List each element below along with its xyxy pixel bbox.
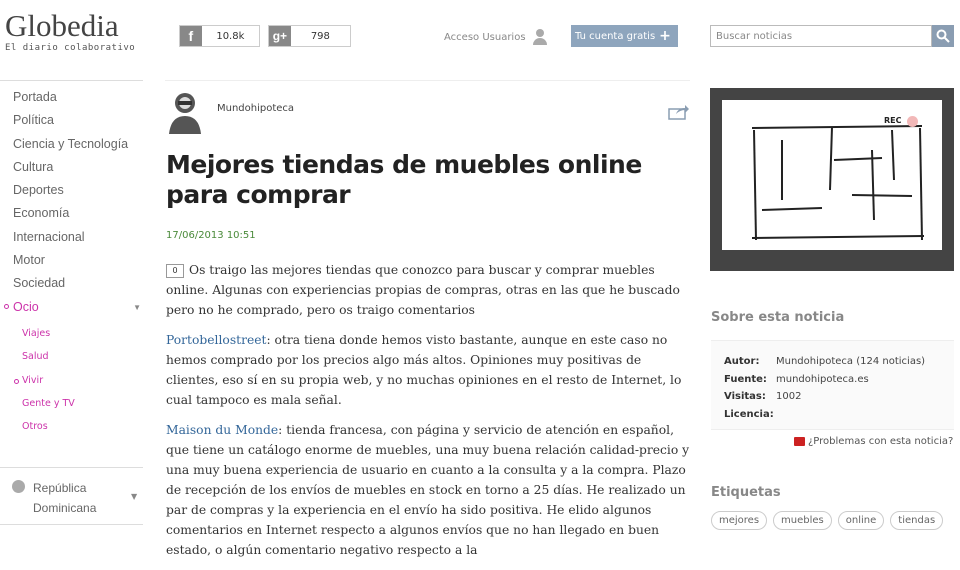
comment-count-badge[interactable]: 0 bbox=[166, 264, 184, 278]
sidebar-item-ocio-label: Ocio bbox=[13, 299, 39, 314]
chevron-down-icon: ▼ bbox=[133, 302, 141, 312]
sidebar-item-motor[interactable]: Motor bbox=[13, 253, 45, 268]
info-key: Licencia: bbox=[724, 409, 774, 421]
sidebar-nav bbox=[0, 80, 143, 439]
active-dot-icon bbox=[14, 379, 19, 384]
article-paragraph bbox=[166, 420, 691, 560]
sidebar-item-politica[interactable]: Política bbox=[13, 113, 54, 128]
article-paragraph bbox=[166, 260, 691, 320]
sidebar-item-economia[interactable]: Economía bbox=[13, 206, 70, 221]
article-body bbox=[166, 260, 691, 570]
article-date: 17/06/2013 10:51 bbox=[166, 230, 256, 241]
acceso-label: Acceso Usuarios bbox=[444, 31, 526, 43]
rec-label: REC bbox=[884, 116, 902, 125]
sidebar-item-internacional[interactable]: Internacional bbox=[13, 229, 85, 244]
acceso-usuarios-link[interactable] bbox=[444, 29, 548, 45]
facebook-icon: f bbox=[180, 26, 202, 46]
tag-online[interactable]: online bbox=[838, 511, 885, 530]
warning-icon bbox=[794, 437, 805, 446]
search-input[interactable] bbox=[710, 25, 932, 47]
sidebar-subitem-gente[interactable]: Gente y TV bbox=[22, 397, 75, 409]
paragraph-text: : otra tiena donde hemos visto bastante, aunque en este caso no hemos comprado por los precios algo más altos. Opiniones muy positivas de clientes, eso sí en su propia web, y no muchas opiniones en el resto de Internet, lo cual tampoco es mala señal. bbox=[166, 333, 682, 407]
info-value[interactable]: mundohipoteca.es bbox=[776, 373, 869, 385]
gplus-count: 798 bbox=[310, 30, 330, 42]
info-key: Fuente: bbox=[724, 373, 767, 385]
sidebar-item-ocio[interactable] bbox=[0, 296, 143, 319]
search-icon bbox=[936, 29, 950, 43]
tag-muebles[interactable]: muebles bbox=[773, 511, 832, 530]
author-name[interactable]: Mundohipoteca bbox=[217, 102, 295, 114]
tag-list bbox=[711, 511, 943, 530]
sobre-noticia-heading: Sobre esta noticia bbox=[711, 310, 845, 325]
rec-dot-icon bbox=[907, 116, 918, 127]
sidebar-item-deportes[interactable]: Deportes bbox=[13, 183, 64, 198]
etiquetas-heading: Etiquetas bbox=[711, 485, 781, 500]
video-thumbnail[interactable] bbox=[710, 88, 954, 271]
paragraph-text: : tienda francesa, con página y servicio de atención en español, que tiene un catálogo enorme de muebles, una muy buena relación calidad-precio y una muy buena experiencia de usuario en cuanto a la consulta y a la compra. Plazo de recepción de los envíos de muebles en stock en torno a 25 días. He realizado un par de compras y la experiencia en el envío ha sido positiva. He elido algunos comentarios en Internet respecto a algunos envíos que no han llegado en buen estado, o algún comentario negativo respecto a la bbox=[166, 423, 690, 557]
sidebar-subitem-viajes[interactable]: Viajes bbox=[22, 327, 51, 339]
tag-tiendas[interactable]: tiendas bbox=[890, 511, 943, 530]
logo-tagline: El diario colaborativo bbox=[5, 43, 136, 53]
avatar[interactable] bbox=[167, 90, 203, 134]
region-label: República Dominicana bbox=[33, 481, 97, 515]
facebook-share-button[interactable] bbox=[179, 25, 260, 47]
info-row bbox=[724, 388, 954, 406]
sidebar-subitem-otros[interactable]: Otros bbox=[22, 421, 48, 433]
cuenta-gratis-button[interactable] bbox=[571, 25, 678, 47]
gplus-icon: g+ bbox=[269, 26, 291, 46]
article-paragraph bbox=[166, 330, 691, 410]
info-row bbox=[724, 371, 954, 389]
tag-mejores[interactable]: mejores bbox=[711, 511, 767, 530]
add-user-icon: + bbox=[659, 28, 671, 44]
info-row bbox=[724, 406, 954, 424]
author-block bbox=[167, 90, 294, 134]
gplus-share-button[interactable] bbox=[268, 25, 351, 47]
info-value: 1002 bbox=[776, 391, 802, 403]
report-problem-link[interactable] bbox=[794, 436, 953, 447]
sidebar-subitem-vivir-label: Vivir bbox=[22, 374, 44, 386]
sidebar-item-ciencia[interactable]: Ciencia y Tecnología bbox=[13, 136, 129, 151]
site-logo[interactable] bbox=[5, 10, 135, 53]
cuenta-label: Tu cuenta gratis bbox=[575, 30, 656, 42]
portobellostreet-link[interactable]: Portobellostreet bbox=[166, 333, 267, 347]
globe-icon bbox=[12, 480, 25, 493]
sidebar-subitem-salud[interactable]: Salud bbox=[22, 351, 49, 363]
user-icon bbox=[532, 29, 548, 45]
share-icon[interactable] bbox=[668, 104, 690, 120]
search-button[interactable] bbox=[932, 25, 954, 47]
paragraph-text: Os traigo las mejores tiendas que conozco para buscar y comprar muebles online. Algunas con experiencias propias de compras, otras en las que he buscado pero no he comprado, pero os traigo comentarios bbox=[166, 263, 680, 317]
info-box bbox=[711, 340, 954, 430]
info-key: Visitas: bbox=[724, 391, 766, 403]
info-value[interactable]: Mundohipoteca (124 noticias) bbox=[776, 356, 926, 367]
maison-du-monde-link[interactable]: Maison du Monde bbox=[166, 423, 279, 437]
region-selector[interactable] bbox=[0, 467, 143, 525]
header-divider bbox=[165, 80, 690, 81]
info-key: Autor: bbox=[724, 356, 760, 367]
info-row bbox=[724, 353, 954, 371]
sidebar-item-cultura[interactable]: Cultura bbox=[13, 159, 54, 174]
sidebar-item-sociedad[interactable]: Sociedad bbox=[13, 276, 66, 291]
active-dot-icon bbox=[4, 304, 9, 309]
search-bar bbox=[710, 25, 954, 47]
facebook-count: 10.8k bbox=[216, 30, 245, 42]
sidebar-subitem-vivir[interactable] bbox=[0, 370, 143, 393]
logo-text: Globedia bbox=[5, 8, 119, 43]
chevron-down-icon: ▼ bbox=[131, 492, 138, 501]
article-title: Mejores tiendas de muebles online para comprar bbox=[166, 150, 642, 209]
sidebar-item-portada[interactable]: Portada bbox=[13, 90, 57, 104]
report-problem-label: ¿Problemas con esta noticia? bbox=[808, 436, 954, 447]
